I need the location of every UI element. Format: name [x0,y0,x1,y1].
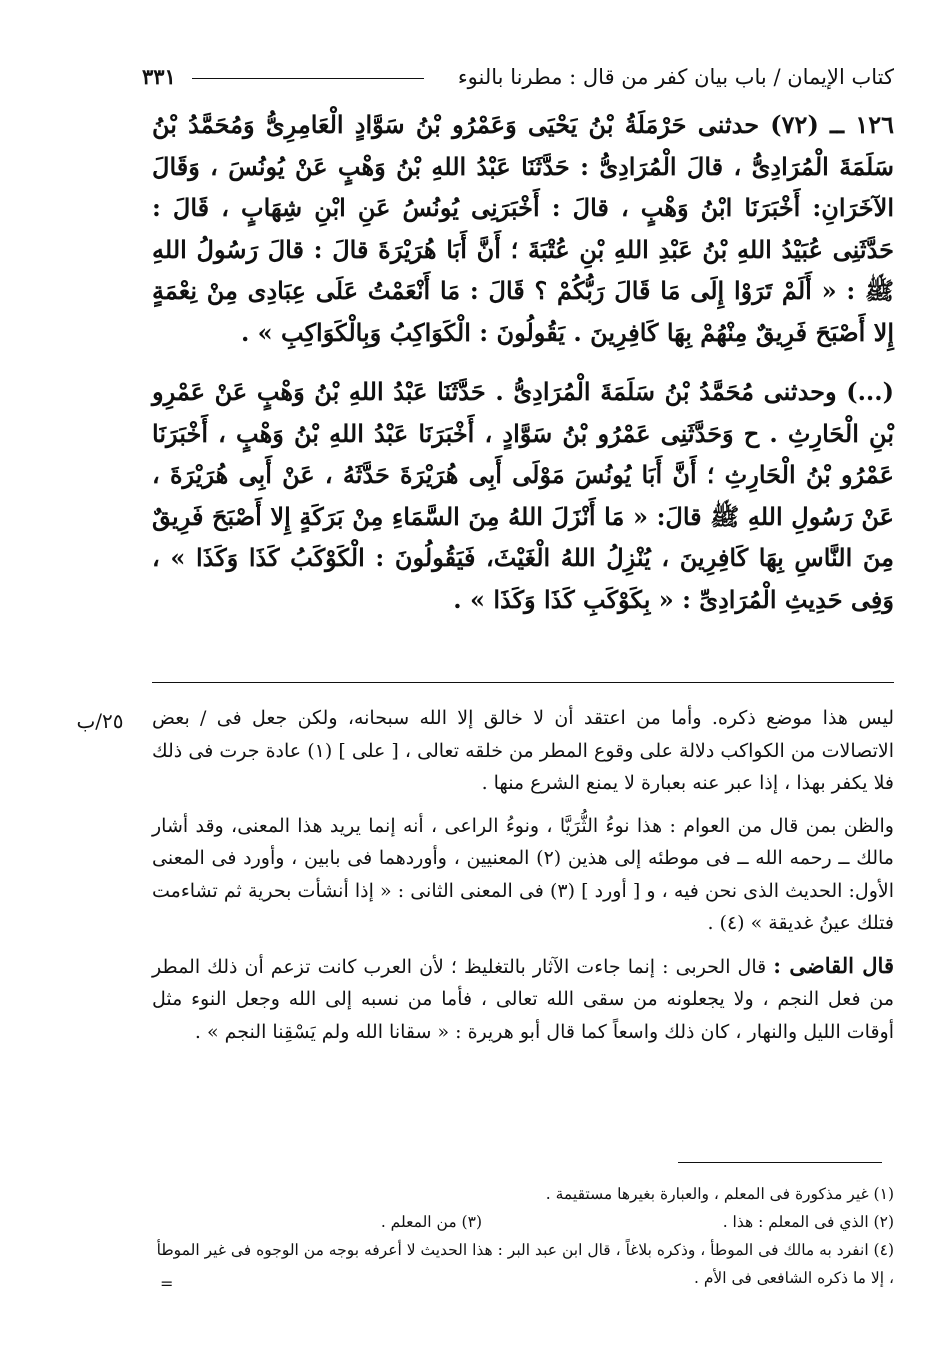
commentary-paragraph-2: والظن بمن قال من العوام : هذا نوءُ الثُّرَيَّا ، ونوءُ الراعى ، أنه إنما يريد هذا المعنى، وقد أشار مالك ــ رحمه الله ــ فى موطئه إلى هذين (٢) المعنيين ، وأوردهما فى بابين ، وأورد فى المعنى الأول: الحديث الذى نحن فيه ، و [ أورد ] (٣) فى المعنى الثانى : « إذا أنشأت بحرية ثم تشاءمت فتلك عينُ غديقة » (٤) . [152,814,894,934]
footnote-4: (٤) انفرد به مالك فى الموطأ ، وذكره بلاغاً ، قال ابن عبد البر : هذا الحديث لا أعرفه بوجه من الوجوه فى غير الموطأ ، إلا ما ذكره الشافعى فى الأم . [156,1241,894,1287]
hadith-text [152,104,894,620]
commentary-paragraph-1: ليس هذا موضع ذكره. وأما من اعتقد أن لا خالق إلا الله سبحانه، ولكن جعل فى / بعض الاتصالات من الكواكب دلالة على وقوع المطر من خلقه تعالى ، [ على ] (١) عادة جرت فى ذلك فلا يكفر بهذا ، إذا عبر عنه بعبارة لا يمنع الشرع منها . [152,707,894,794]
commentary-paragraph-3-text: قال الحربى : إنما جاءت الآثار بالتغليظ ؛ لأن العرب كانت تزعم أن ذلك المطر من فعل النجم ، ولا يجعلونه من سقى الله تعالى ، فأما من نسبه إلى الله وجعل النوء مثل أوقات الليل والنهار ، كان ذلك واسعاً كما قال أبو هريرة : « سقانا الله ولم يَسْقِنا النجم » . [152,955,894,1043]
commentary [152,702,894,1048]
running-header [142,60,894,94]
hadith-second-chain: (...) وحدثنى مُحَمَّدُ بْنُ سَلَمَةَ الْمُرَادِىُّ . حَدَّثَنَا عَبْدُ اللهِ بْنُ وَهْبٍ عَنْ عَمْرِو بْنِ الْحَارِثِ . ح وَحَدَّثَنِى عَمْرُو بْنُ سَوَّادٍ ، أَخْبَرَنَا عَبْدُ اللهِ بْنُ وَهْبٍ ، أَخْبَرَنَا عَمْرُو بْنُ الْحَارِثِ ؛ أَنَّ أَبَا يُونُسَ مَوْلَى أَبِى هُرَيْرَةَ حَدَّثَهُ ، عَنْ أَبِى هُرَيْرَةَ ، عَنْ رَسُولِ اللهِ ﷺ قالَ: « مَا أَنْزَلَ اللهُ مِنَ السَّمَاءِ مِنْ بَرَكَةٍ إِلا أَصْبَحَ فَرِيقٌ مِنَ النَّاسِ بِهَا كَافِرِينَ ، يُنْزِلُ اللهُ الْغَيْثَ، فَيَقُولُونَ : الْكَوْكَبُ كَذَا وَكَذَا » ، وَفِى حَدِيثِ الْمُرَادِىِّ : « بِكَوْكَبِ كَذَا وَكَذَا » . [152,377,894,614]
continuation-mark: = [160,1274,174,1293]
footnote-1: (١) غير مذكورة فى المعلم ، والعبارة بغيرها مستقيمة . [545,1185,894,1203]
header-rule [192,78,424,79]
header-title: كتاب الإيمان / باب بيان كفر من قال : مطرنا بالنوء [457,65,894,89]
footnote-3: (٣) من المعلم . [380,1213,482,1231]
manuscript-folio-note: ٢٥/ب [76,709,124,733]
page-number: ٣٣١ [142,64,176,89]
footnote-rule [678,1162,882,1163]
text-commentary-divider [152,682,894,683]
hadith-main: ١٢٦ ــ (٧٢) حدثنى حَرْمَلَةُ بْنُ يَحْيَى وَعَمْرُو بْنُ سَوَّادٍ الْعَامِرِىُّ وَمُحَمَّدُ بْنُ سَلَمَةَ الْمُرَادِىُّ ، قالَ الْمُرَادِىُّ : حَدَّثَنَا عَبْدُ اللهِ بْنُ وَهْبٍ عَنْ يُونُسَ ، وَقَالَ الآخَرَانِ: أَخْبَرَنَا ابْنُ وَهْبٍ ، قالَ : أَخْبَرَنِى يُونُسُ عَنِ ابْنِ شِهَابٍ ، قَالَ : حَدَّثَنِى عُبَيْدُ اللهِ بْنُ عَبْدِ اللهِ بْنِ عُتْبَةَ ؛ أَنَّ أَبَا هُرَيْرَةَ قالَ : قالَ رَسُولُ اللهِ ﷺ : « أَلَمْ تَرَوْا إِلَى مَا قَالَ رَبُّكُمْ ؟ قَالَ : مَا أَنْعَمْتُ عَلَى عِبَادِى مِنْ نِعْمَةٍ إِلا أَصْبَحَ فَرِيقٌ مِنْهُمْ بِهَا كَافِرِينَ . يَقُولُونَ : الْكَوَاكِبُ وَبِالْكَوَاكِبِ » . [152,110,894,347]
footnotes [152,1180,894,1292]
footnote-row-2-3 [152,1208,894,1236]
commentary-paragraph-3 [152,950,894,1049]
footnote-2: (٢) الذي فى المعلم : هذا . [722,1213,894,1231]
commentary-lead: قال القاضى : [773,952,894,978]
